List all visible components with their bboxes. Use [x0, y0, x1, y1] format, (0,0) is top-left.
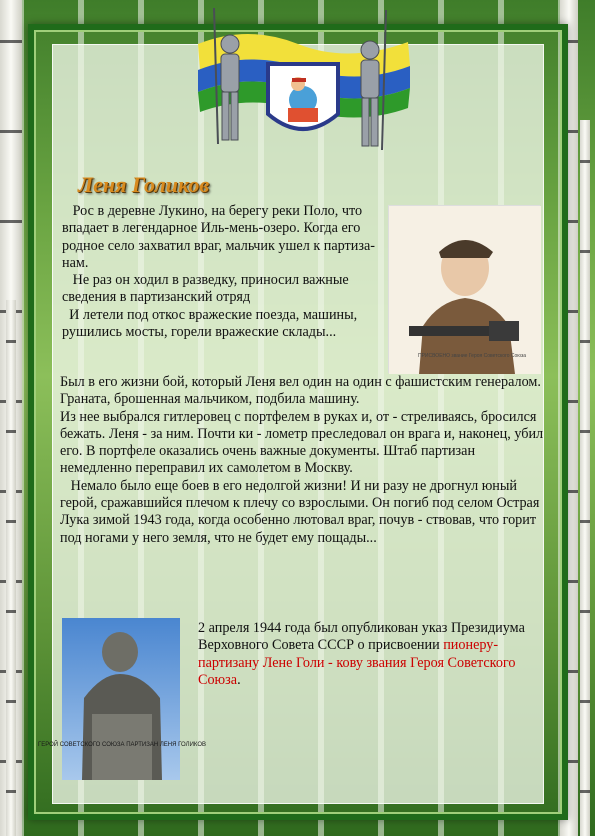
intro-text — [62, 203, 392, 341]
emblem-logo — [188, 4, 418, 164]
page-title: Леня Голиков — [78, 172, 210, 197]
paragraph-5-end: . — [237, 671, 241, 688]
hero-portrait-image — [388, 205, 540, 373]
paragraph-2: Был в его жизни бой, который Леня вел один на один с фашистским генералом. Граната, брошенная мальчиком, подбила машину. — [60, 374, 541, 408]
monument-image — [38, 618, 206, 780]
paragraph-1b: Не раз он ходил в разведку, приносил важные сведения в партизанский отряд — [62, 272, 349, 306]
birch-trunk — [580, 120, 590, 836]
paragraph-3: Из нее выбрался гитлеровец с портфелем в руках и, от - стреливаясь, бросился бежать. Леня - за ним. Почти ки - лометр преследовал он врага и, наконец, убил его. В портфеле оказались очень важные документы. Штаб партизан немедленно переправил их самолетом в Москву. — [60, 408, 544, 477]
birch-trunk — [6, 300, 16, 836]
monument-inscription: ГЕРОЙ СОВЕТСКОГО СОЮЗА ПАРТИЗАН ЛЕНЯ ГОЛИКОВ — [38, 742, 206, 748]
paragraph-4: Немало было еще боев в его недолгой жизни! И ни разу не дрогнул юный герой, сражавшийся плечом к плечу со взрослыми. Он погиб под селом Острая Лука зимой 1943 года, когда особенно лютовал враг, почув - ствовав, что горит под ногами у него земля, что не будет ему пощады... — [60, 477, 540, 546]
paragraph-1: Рос в деревне Лукино, на берегу реки Поло, что впадает в легендарное Иль-мень-озеро. Когда его родное село захватил враг, мальчик ушел к партиза-нам. — [62, 203, 375, 271]
portrait-caption: ПРИСВОЕНО звание Героя Советского Союза — [418, 353, 527, 359]
paragraph-1c: И летели под откос вражеские поезда, машины, рушились мосты, горели вражеские склады... — [62, 306, 358, 341]
paragraph-5-start: 2 апреля 1944 года был опубликован указ Президиума Верховного Совета СССР о присвоении — [198, 620, 525, 654]
decree-text — [198, 620, 548, 689]
paragraph-5-highlight: пионеру-партизану Лене Голи - кову звания Героя Советского Союза — [198, 637, 516, 688]
main-text — [60, 374, 550, 547]
